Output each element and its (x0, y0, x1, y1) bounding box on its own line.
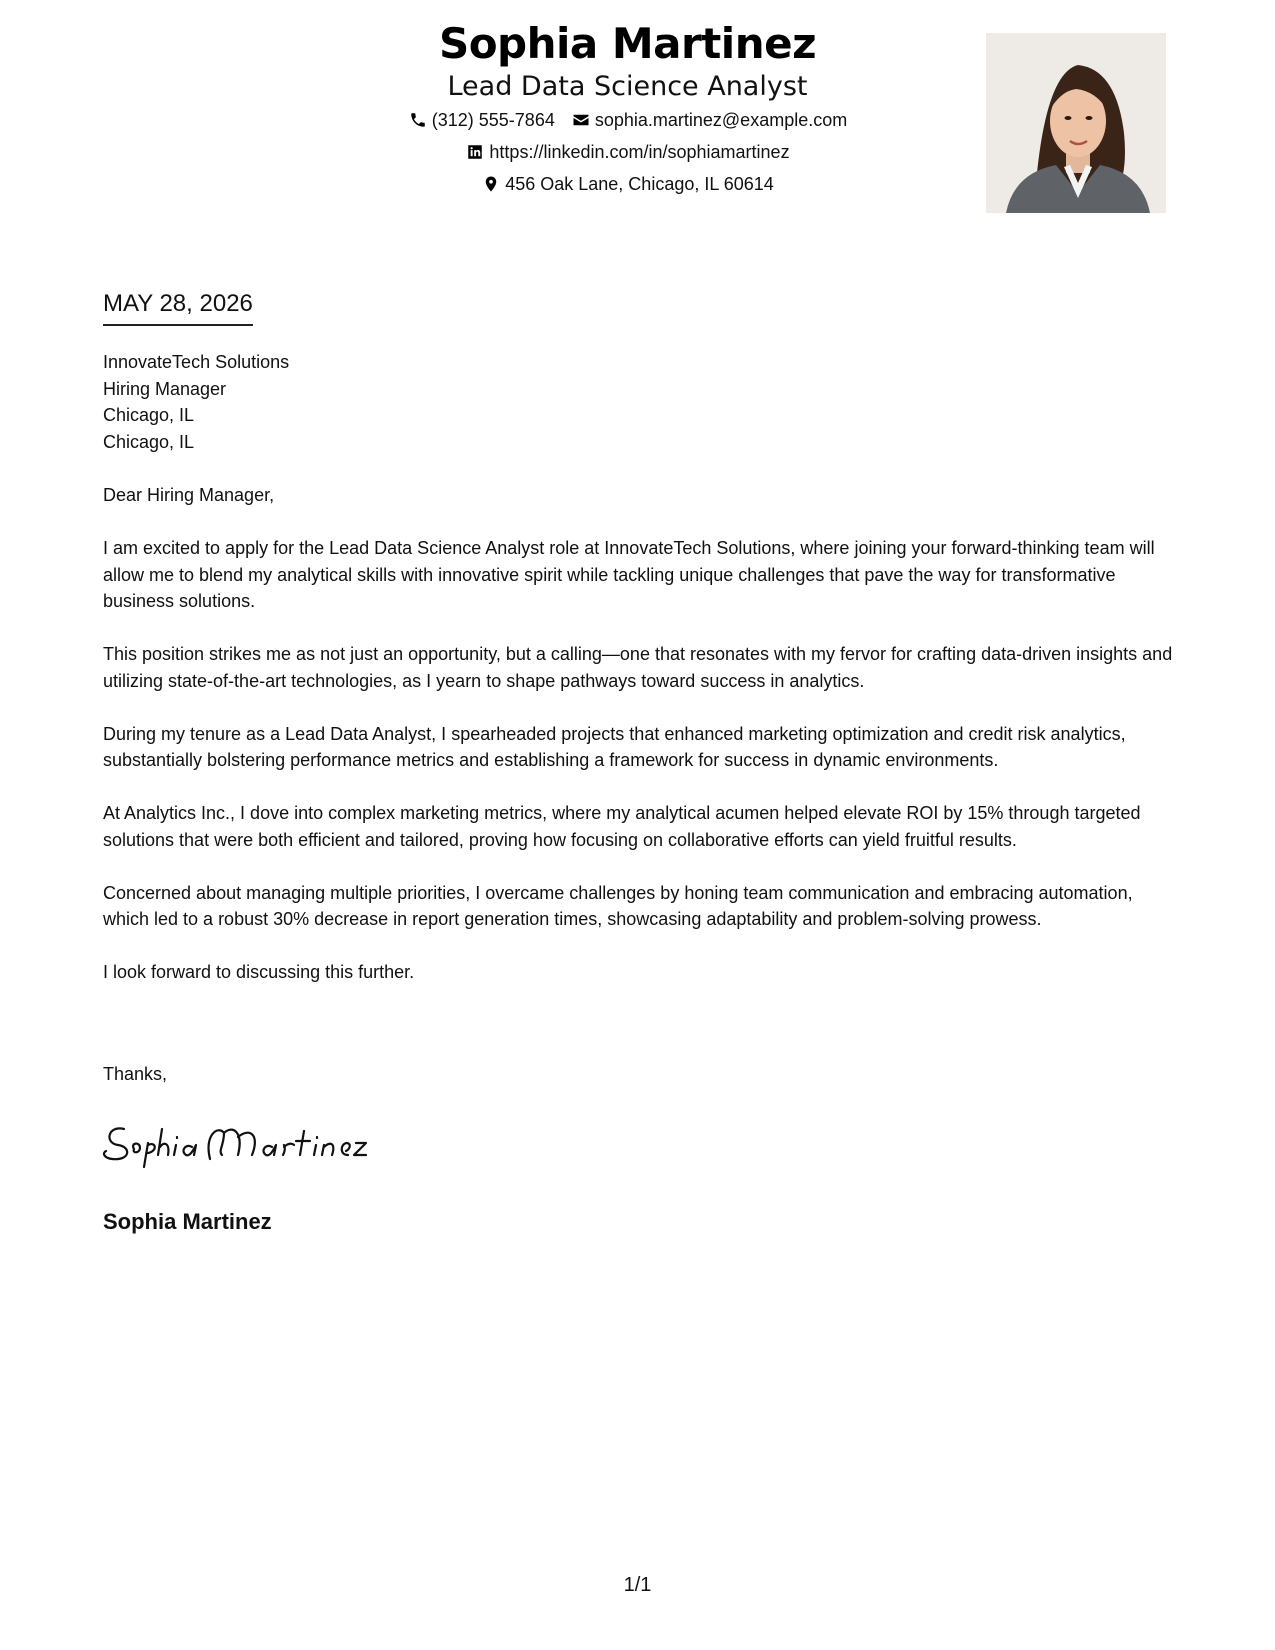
body-paragraph-1: I am excited to apply for the Lead Data Science Analyst role at InnovateTech Solutions, where joining your forward-thinking team will allow me to blend my analytical skills with innovative spirit while tackling unique challenges that pave the way for transformative business solutions. (103, 538, 1155, 611)
profile-photo (986, 33, 1166, 213)
phone-number[interactable]: (312) 555-7864 (431, 110, 555, 130)
handwritten-signature (100, 1115, 370, 1170)
body-paragraph-2: This position strikes me as not just an opportunity, but a calling—one that resonates with my fervor for crafting data-driven insights and utilizing state-of-the-art technologies, as I yearn to shape pathways toward success in analytics. (103, 644, 1173, 691)
linkedin-icon (465, 142, 485, 162)
salutation: Dear Hiring Manager, (103, 485, 275, 505)
recipient-block (103, 349, 289, 455)
page-number: 1/1 (623, 1574, 652, 1596)
phone-contact (408, 104, 555, 136)
linkedin-url[interactable]: https://linkedin.com/in/sophiamartinez (489, 142, 790, 162)
address-contact (481, 168, 774, 200)
envelope-icon (571, 110, 591, 130)
applicant-title: Lead Data Science Analyst (447, 71, 808, 102)
letter-body (103, 482, 1178, 1012)
linkedin-contact (465, 136, 789, 168)
recipient-city-repeat: Chicago, IL (103, 431, 195, 452)
email-contact (571, 104, 847, 136)
body-paragraph-6: I look forward to discussing this further. (103, 962, 415, 982)
recipient-title: Hiring Manager (103, 378, 227, 399)
email-address[interactable]: sophia.martinez@example.com (594, 110, 848, 130)
map-pin-icon (481, 174, 501, 194)
body-paragraph-3: During my tenure as a Lead Data Analyst, I spearheaded projects that enhanced marketing optimization and credit risk analytics, substantially bolstering performance metrics and establishing a framework for success in dynamic environments. (103, 723, 1126, 770)
applicant-name: Sophia Martinez (438, 19, 817, 68)
phone-icon (408, 110, 428, 130)
letter-date: MAY 28, 2026 (103, 288, 253, 326)
recipient-company: InnovateTech Solutions (103, 352, 290, 372)
street-address: 456 Oak Lane, Chicago, IL 60614 (505, 174, 774, 194)
closing-phrase: Thanks, (103, 1064, 168, 1084)
signer-name: Sophia Martinez (103, 1209, 272, 1234)
recipient-city: Chicago, IL (103, 405, 195, 425)
body-paragraph-5: Concerned about managing multiple priorities, I overcame challenges by honing team communication and embracing automation, which led to a robust 30% decrease in report generation times, showcasing adaptability and problem-solving prowess. (103, 882, 1133, 929)
body-paragraph-4: At Analytics Inc., I dove into complex marketing metrics, where my analytical acumen helped elevate ROI by 15% through targeted solutions that were both efficient and tailored, proving how focusing on collaborative efforts can yield fruitful results. (103, 803, 1141, 850)
